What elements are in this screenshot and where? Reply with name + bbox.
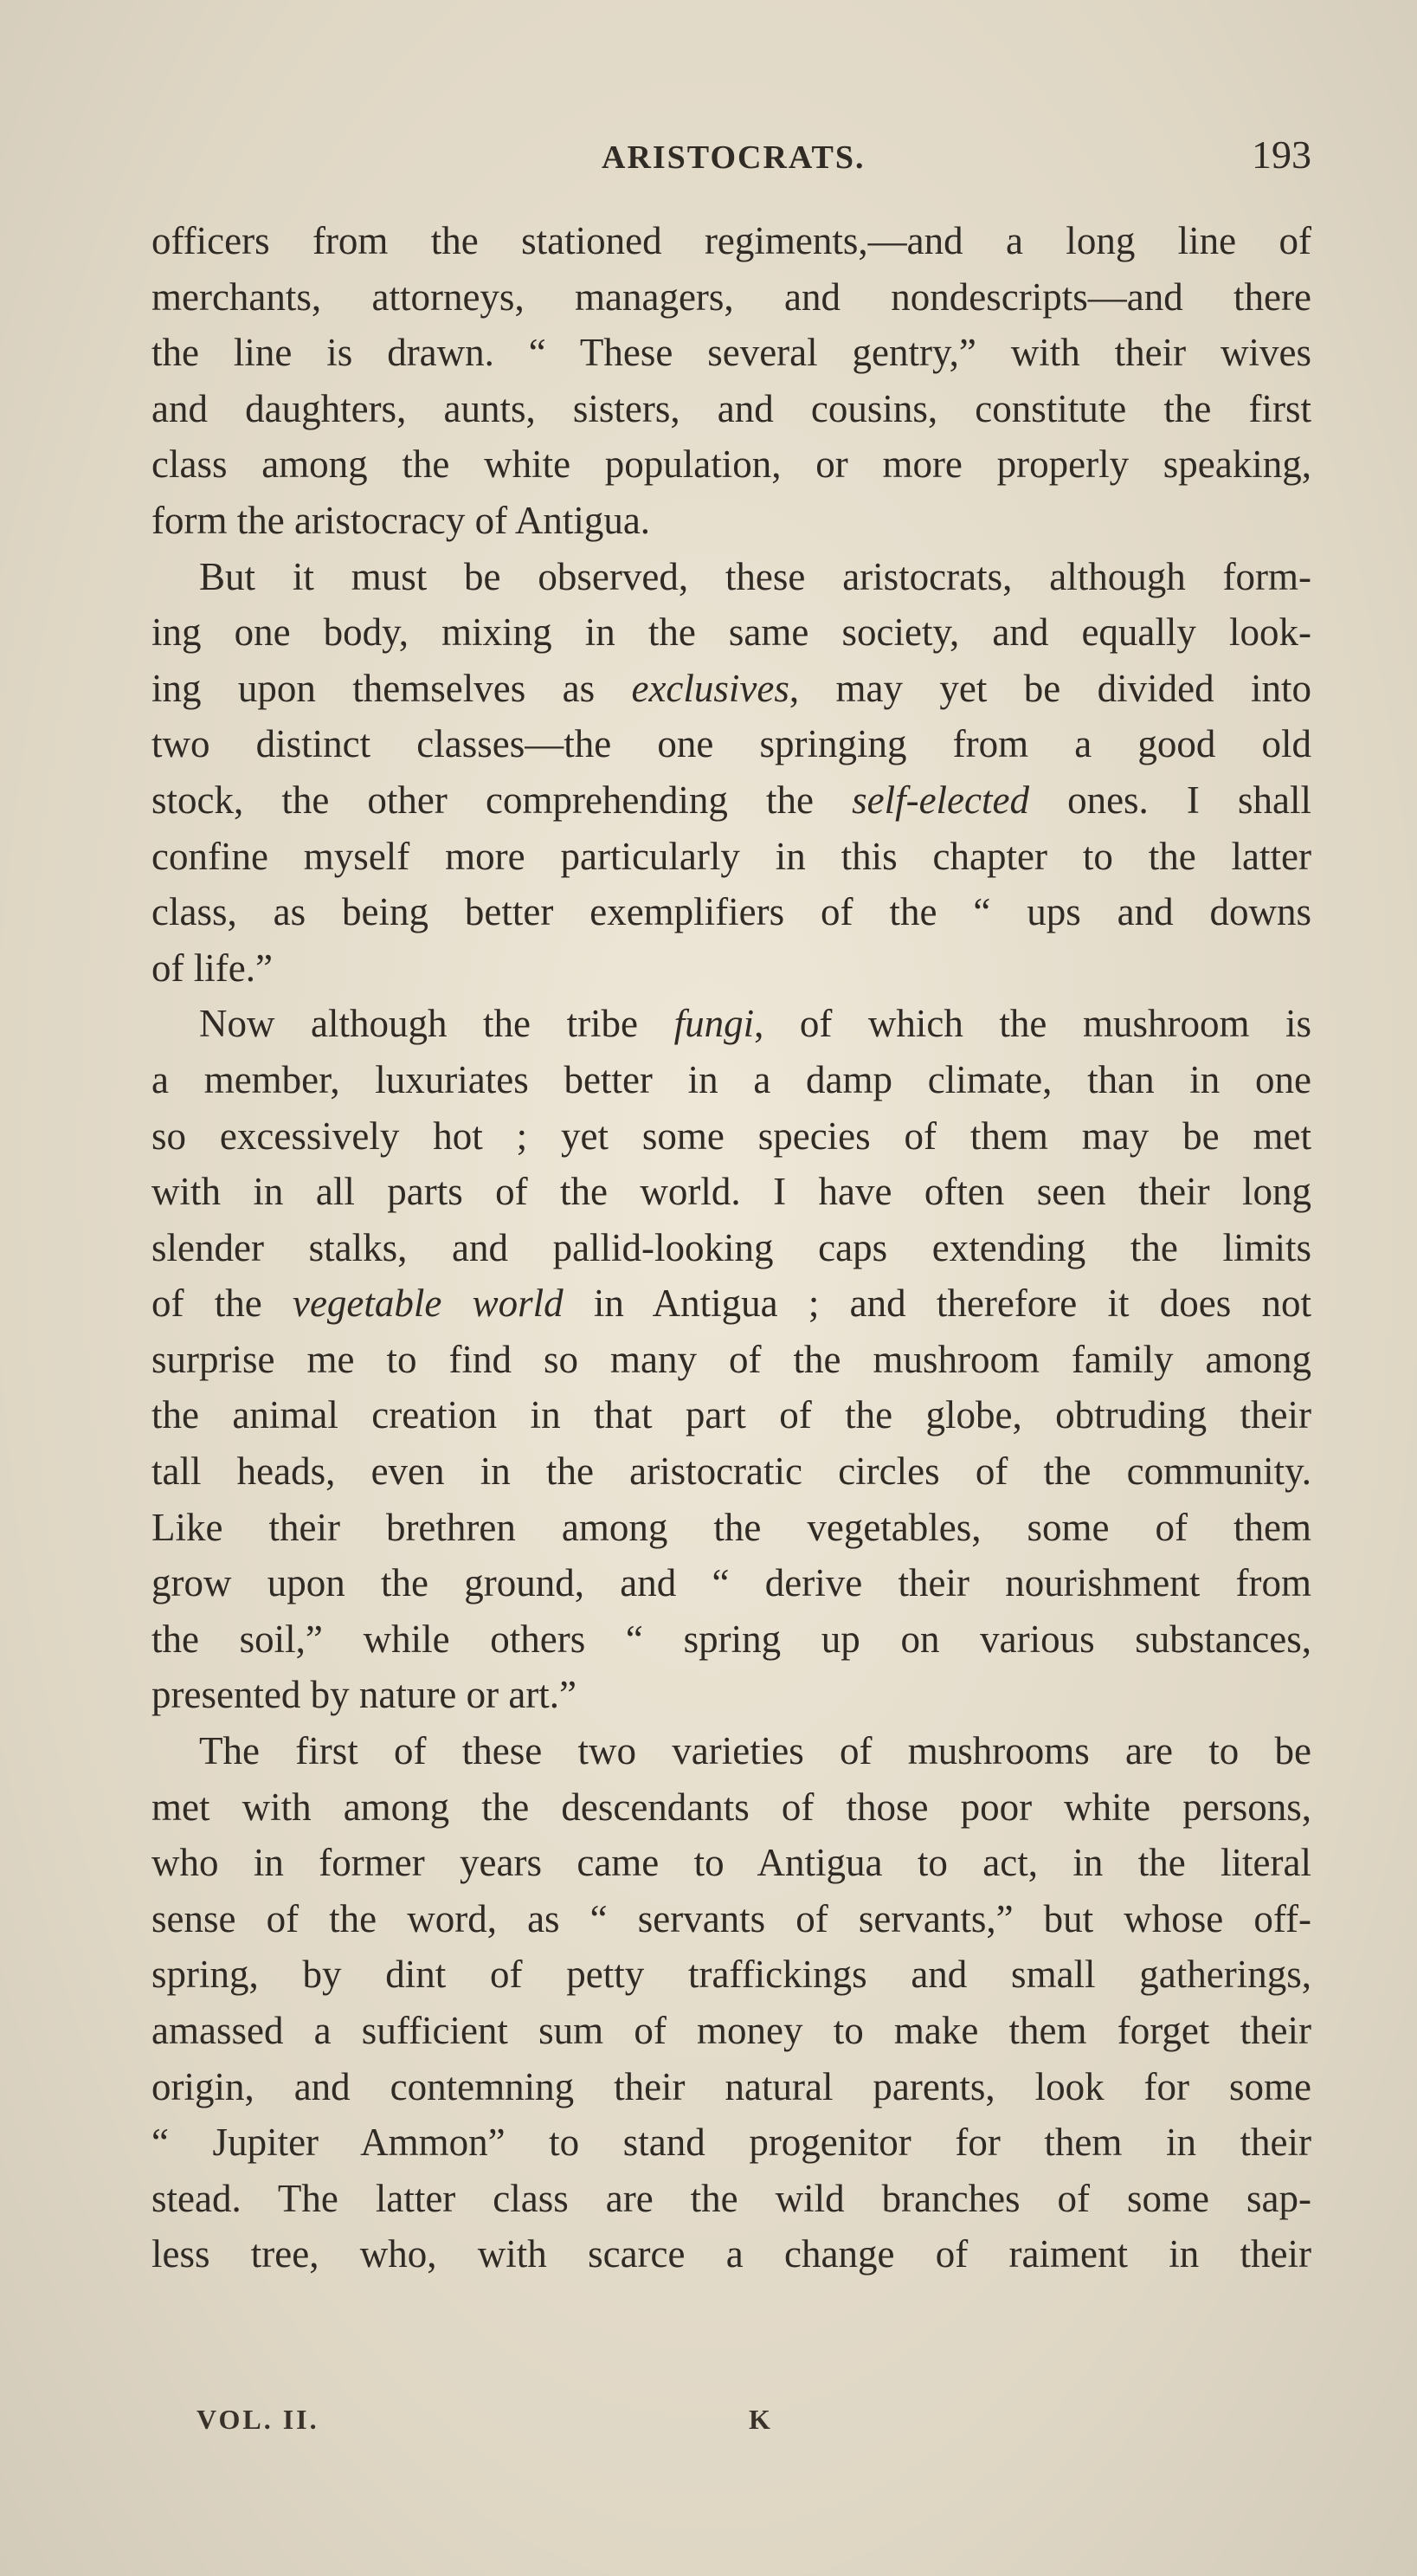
text-segment: Now although the tribe xyxy=(199,1002,674,1046)
text-segment: , of which the mushroom is xyxy=(754,1002,1311,1046)
text-line xyxy=(151,661,1311,717)
text-line: officers from the stationed regiments,—and a long line of xyxy=(151,219,1311,262)
paragraph-start-line: But it must be observed, these aristocrats, although form- xyxy=(199,554,1311,598)
body-text xyxy=(151,213,1311,2282)
signature-mark: K xyxy=(749,2404,770,2435)
text-line: Like their brethren among the vegetables, some of them xyxy=(151,1505,1311,1549)
text-line: stead. The latter class are the wild branches of some sap- xyxy=(151,2176,1311,2220)
text-segment: , may yet be divided into xyxy=(789,666,1311,710)
text-line: amassed a sufficient sum of money to make them forget their xyxy=(151,2009,1311,2052)
paragraph-start-line: The first of these two varieties of mushrooms are to be xyxy=(199,1729,1311,1773)
text-line: tall heads, even in the aristocratic circles of the community. xyxy=(151,1449,1311,1494)
text-line: a member, luxuriates better in a damp climate, than in one xyxy=(151,1057,1311,1101)
text-line: grow upon the ground, and “ derive their nourishment from xyxy=(151,1561,1311,1605)
text-line: merchants, attorneys, managers, and nondescripts—and there xyxy=(151,274,1311,319)
text-segment: ing upon themselves as xyxy=(151,666,632,710)
volume-label: VOL. II. xyxy=(196,2404,319,2435)
text-line: the line is drawn. “ These several gentry,” with their wives xyxy=(151,331,1311,375)
page-header xyxy=(151,132,1311,190)
text-line: form the aristocracy of Antigua. xyxy=(151,498,651,542)
text-line: and daughters, aunts, sisters, and cousins, constitute the first xyxy=(151,386,1311,430)
text-line: class, as being better exemplifiers of the “ ups and downs xyxy=(151,890,1311,934)
text-line: spring, by dint of petty traffickings and small gatherings, xyxy=(151,1953,1311,1997)
text-segment: ones. I shall xyxy=(1028,778,1311,822)
text-line: the soil,” while others “ spring up on various substances, xyxy=(151,1617,1311,1661)
page-footer xyxy=(151,2404,1311,2447)
page-number: 193 xyxy=(1252,132,1311,177)
text-line: origin, and contemning their natural parents, look for some xyxy=(151,2064,1311,2108)
text-line: of life.” xyxy=(151,946,273,990)
text-line: less tree, who, with scarce a change of raiment in their xyxy=(151,2232,1311,2276)
text-line: with in all parts of the world. I have often seen their long xyxy=(151,1170,1311,1214)
text-line: who in former years came to Antigua to act, in the literal xyxy=(151,1841,1311,1885)
text-line: confine myself more particularly in this chapter to the latter xyxy=(151,834,1311,878)
text-line: so excessively hot ; yet some species of them may be met xyxy=(151,1114,1311,1158)
text-line xyxy=(151,1275,1311,1332)
italic-term: self-elected xyxy=(852,778,1029,822)
text-line: slender stalks, and pallid-looking caps extending the limits xyxy=(151,1225,1311,1269)
text-line: the animal creation in that part of the globe, obtruding their xyxy=(151,1393,1311,1437)
text-line: “ Jupiter Ammon” to stand progenitor for them in their xyxy=(151,2121,1311,2165)
text-line: sense of the word, as “ servants of servants,” but whose off- xyxy=(151,1896,1311,1940)
italic-term: exclusives xyxy=(631,666,789,710)
paragraph-start-line xyxy=(151,996,1311,1052)
italic-term: vegetable world xyxy=(292,1282,564,1326)
text-line: presented by nature or art.” xyxy=(151,1673,577,1717)
text-segment: of the xyxy=(151,1282,293,1326)
text-line: class among the white population, or more properly speaking, xyxy=(151,442,1311,487)
running-head: ARISTOCRATS. xyxy=(602,139,866,176)
text-line xyxy=(151,772,1311,829)
text-line: surprise me to find so many of the mushroom family among xyxy=(151,1337,1311,1381)
text-segment: stock, the other comprehending the xyxy=(151,778,853,822)
text-line: ing one body, mixing in the same society, and equally look- xyxy=(151,610,1311,655)
text-segment: in Antigua ; and therefore it does not xyxy=(563,1282,1311,1326)
italic-term: fungi xyxy=(673,1002,755,1046)
text-line: two distinct classes—the one springing from a good old xyxy=(151,722,1311,766)
text-line: met with among the descendants of those poor white persons, xyxy=(151,1785,1311,1829)
